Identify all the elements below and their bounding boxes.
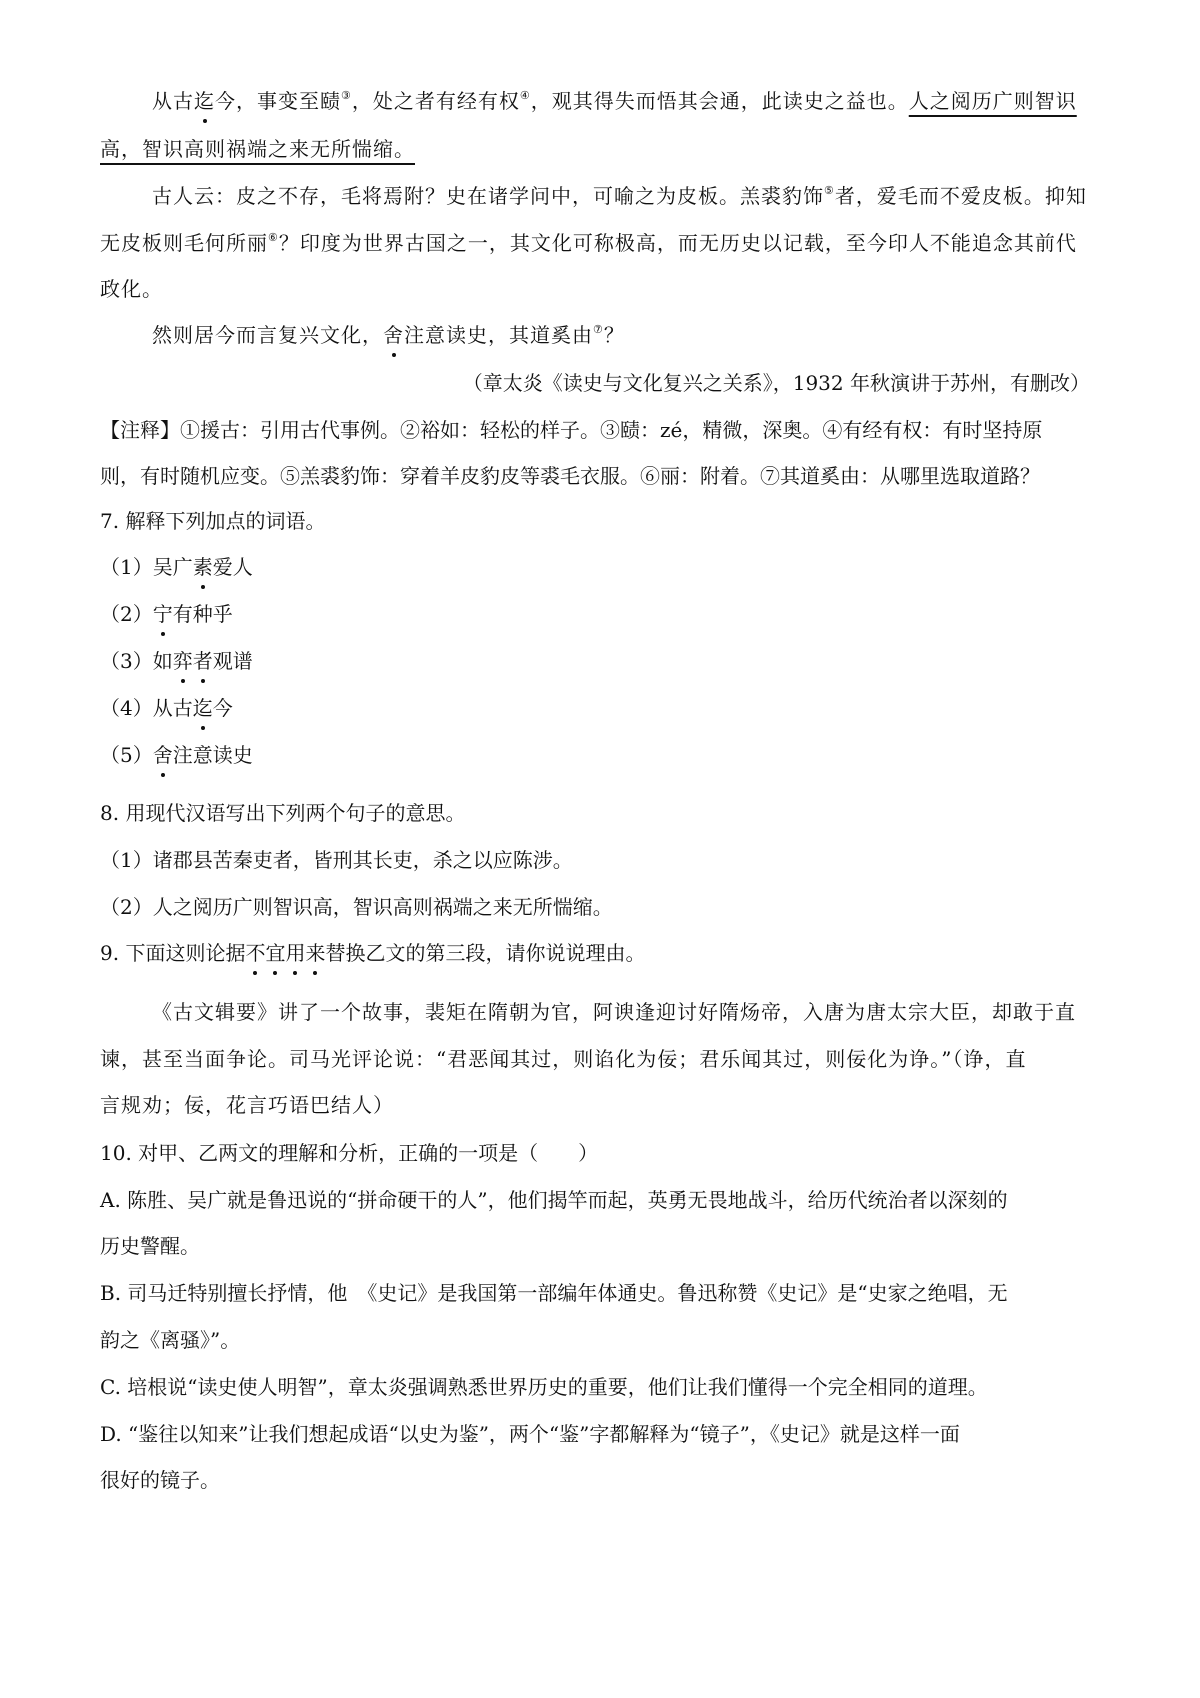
text: 爱人 bbox=[212, 555, 253, 579]
text: （1）诸郡县苦秦吏者，皆刑其长吏，杀之以应陈涉。 bbox=[100, 848, 573, 872]
question-9-stem bbox=[100, 940, 645, 966]
text: 则，有时随机应变。⑤羔裘豹饰：穿着羊皮豹皮等裘毛衣服。⑥丽：附着。⑦其道奚由：从哪里选取道路？ bbox=[100, 464, 1040, 488]
question-7-item-1 bbox=[100, 554, 253, 580]
question-7-item-4 bbox=[100, 695, 233, 721]
text: D. “鉴往以知来”让我们想起成语“以史为鉴”，两个“鉴”字都解释为“镜子”，《史记》就是这样一面 bbox=[100, 1422, 960, 1446]
dotted-char: 迄 bbox=[194, 89, 215, 113]
text: （4）从古 bbox=[100, 696, 193, 720]
text: 历史警醒。 bbox=[100, 1234, 200, 1258]
text: 注意读史，其道奚由 bbox=[404, 323, 593, 347]
note-ref: ⑦ bbox=[593, 323, 604, 336]
question-7-item-3 bbox=[100, 648, 253, 674]
notes-label: 【注释】 bbox=[100, 418, 180, 442]
text: 注意读史 bbox=[172, 743, 253, 767]
text: ，观其得失而悟其会通，此读史之益也。 bbox=[530, 89, 909, 113]
text: 政化。 bbox=[100, 277, 163, 301]
text: （1）吴广 bbox=[100, 555, 193, 579]
option-c-line-1 bbox=[100, 1374, 988, 1400]
text: 今，事变至赜 bbox=[215, 89, 341, 113]
dotted-char: 迄 bbox=[192, 696, 213, 720]
text: ？ bbox=[603, 323, 625, 347]
passage-b-line-2 bbox=[100, 136, 415, 162]
question-10-stem bbox=[100, 1140, 598, 1166]
underlined-sentence: 高，智识高则祸端之来无所惴缩。 bbox=[100, 137, 415, 161]
question-7-item-5 bbox=[100, 742, 253, 768]
text: 韵之《离骚》”。 bbox=[100, 1328, 241, 1352]
text: （3）如 bbox=[100, 649, 173, 673]
option-d-line-2 bbox=[100, 1467, 220, 1493]
dotted-char: 宜 bbox=[265, 941, 286, 965]
dotted-char: 用 bbox=[285, 941, 306, 965]
dotted-char: 素 bbox=[192, 555, 213, 579]
text: 者，爱毛而不爱皮板。抑知 bbox=[834, 184, 1087, 208]
text: （2）人之阅历广则智识高，智识高则祸端之来无所惴缩。 bbox=[100, 895, 613, 919]
question-8-stem bbox=[100, 800, 465, 826]
text: A. 陈胜、吴广就是鲁迅说的“拼命硬干的人”，他们揭竿而起，英勇无畏地战斗，给历代统治者以深刻的 bbox=[100, 1188, 1008, 1212]
text: C. 培根说“读史使人明智”，章太炎强调熟悉世界历史的重要，他们让我们懂得一个完全相同的道理。 bbox=[100, 1375, 988, 1399]
notes-line-2 bbox=[100, 463, 1040, 489]
question-9-material-line-3 bbox=[100, 1092, 394, 1118]
text: 有种乎 bbox=[172, 602, 233, 626]
text: 观谱 bbox=[212, 649, 253, 673]
option-b-line-2 bbox=[100, 1327, 240, 1353]
passage-b-line-4 bbox=[100, 230, 1077, 256]
option-b-line-1 bbox=[100, 1280, 1008, 1306]
dotted-char: 来 bbox=[305, 941, 326, 965]
dotted-char: 宁 bbox=[152, 602, 173, 626]
text: 10. 对甲、乙两文的理解和分析，正确的一项是（ ） bbox=[100, 1141, 599, 1165]
text: （5） bbox=[100, 743, 153, 767]
dotted-char: 不 bbox=[245, 941, 266, 965]
passage-b-line-3 bbox=[152, 183, 1087, 209]
question-8-sentence-1 bbox=[100, 847, 573, 873]
text: 无皮板则毛何所丽 bbox=[100, 231, 268, 255]
option-a-line-1 bbox=[100, 1187, 1008, 1213]
question-8-sentence-2 bbox=[100, 894, 613, 920]
text: B. 司马迁特别擅长抒情，他 《史记》是我国第一部编年体通史。鲁迅称赞《史记》是“史家之绝唱，无 bbox=[100, 1281, 1008, 1305]
text: 今 bbox=[212, 696, 233, 720]
text: ①援古：引用古代事例。②裕如：轻松的样子。③赜：zé，精微，深奥。④有经有权：有时坚持原 bbox=[180, 418, 1043, 442]
underlined-sentence: 人之阅历广则智识 bbox=[908, 89, 1077, 113]
text: 古人云：皮之不存，毛将焉附？史在诸学问中，可喻之为皮板。羔裘豹饰 bbox=[152, 184, 824, 208]
note-ref: ③ bbox=[341, 89, 352, 102]
question-9-material-line-2 bbox=[100, 1046, 1026, 1072]
text: 8. 用现代汉语写出下列两个句子的意思。 bbox=[100, 801, 466, 825]
text: 《古文辑要》讲了一个故事，裴矩在隋朝为官，阿谀逢迎讨好隋炀帝，入唐为唐太宗大臣，却敢于直 bbox=[152, 1000, 1076, 1024]
option-d-line-1 bbox=[100, 1421, 960, 1447]
question-7-stem bbox=[100, 508, 325, 534]
text: 谏，甚至当面争论。司马光评论说：“君恶闻其过，则谄化为佞；君乐闻其过，则佞化为诤。”（诤，直 bbox=[100, 1047, 1027, 1071]
passage-b-line-5 bbox=[100, 276, 163, 302]
notes-line-1 bbox=[100, 417, 1042, 443]
note-ref: ⑤ bbox=[824, 184, 835, 197]
passage-b-line-6 bbox=[152, 322, 625, 348]
text: （章太炎《读史与文化复兴之关系》，1932 年秋演讲于苏州，有删改） bbox=[462, 371, 1090, 395]
text: ？印度为世界古国之一，其文化可称极高，而无历史以记载，至今印人不能追念其前代 bbox=[278, 231, 1077, 255]
text: 然则居今而言复兴文化， bbox=[152, 323, 383, 347]
text: 9. 下面这则论据 bbox=[100, 941, 246, 965]
text: （2） bbox=[100, 602, 153, 626]
text: 替换乙文的第三段，请你说说理由。 bbox=[325, 941, 646, 965]
text: 言规劝；佞，花言巧语巴结人） bbox=[100, 1093, 394, 1117]
text: ，处之者有经有权 bbox=[351, 89, 520, 113]
option-a-line-2 bbox=[100, 1233, 200, 1259]
dotted-char: 舍 bbox=[383, 323, 404, 347]
question-9-material-line-1 bbox=[152, 999, 1076, 1025]
passage-b-line-1 bbox=[152, 88, 1077, 114]
text: 7. 解释下列加点的词语。 bbox=[100, 509, 326, 533]
note-ref: ⑥ bbox=[268, 231, 279, 244]
dotted-char: 弈 bbox=[172, 649, 193, 673]
note-ref: ④ bbox=[519, 89, 531, 102]
dotted-char: 者 bbox=[192, 649, 213, 673]
text: 很好的镜子。 bbox=[100, 1468, 220, 1492]
dotted-char: 舍 bbox=[152, 743, 173, 767]
passage-source bbox=[463, 370, 1090, 396]
text: 从古 bbox=[152, 89, 194, 113]
question-7-item-2 bbox=[100, 601, 233, 627]
